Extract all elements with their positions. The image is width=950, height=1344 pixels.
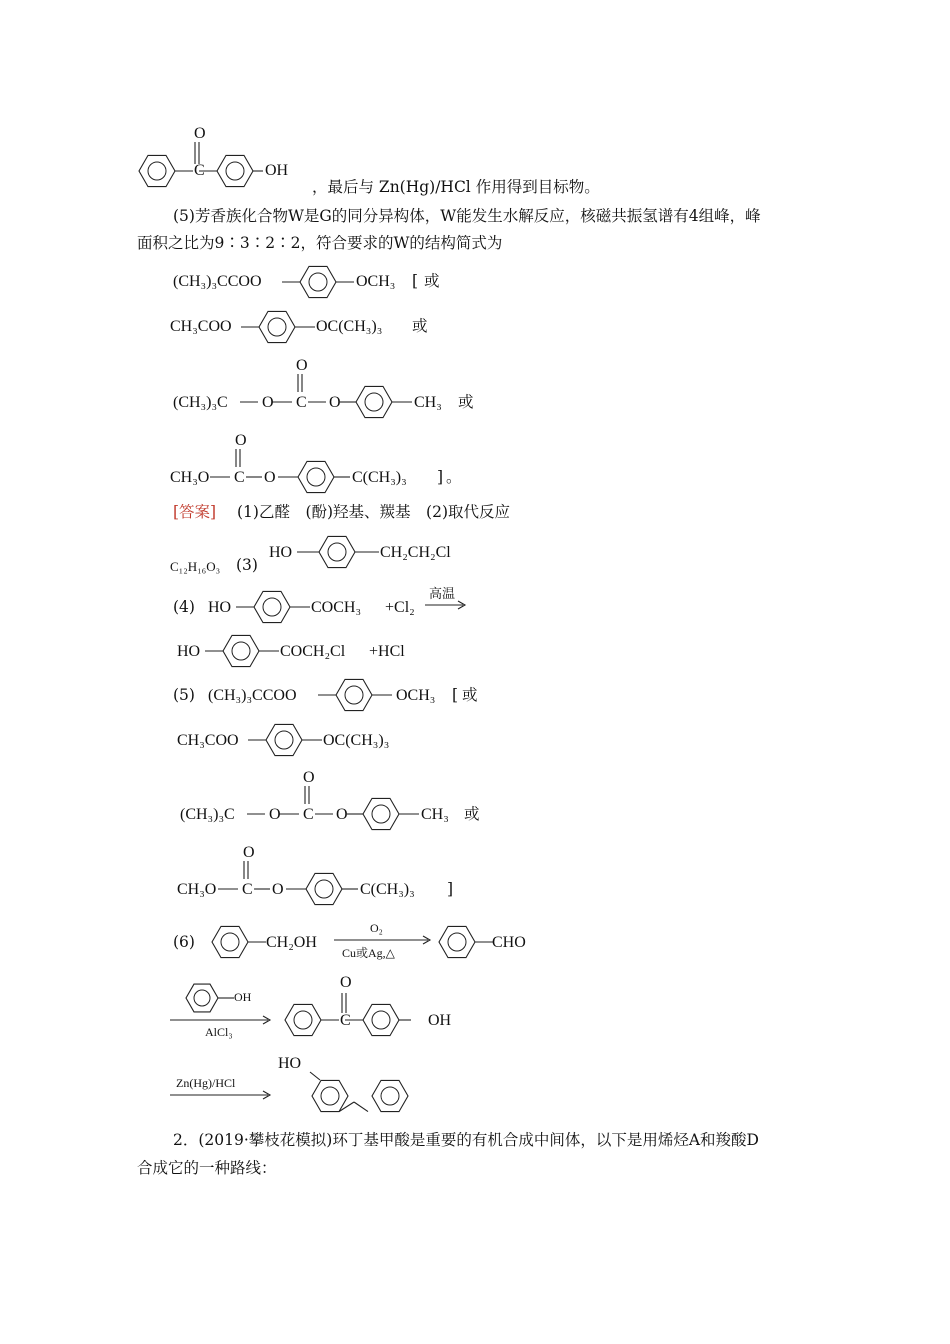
or-label: 或 bbox=[458, 393, 474, 411]
label-6: (6) bbox=[173, 933, 195, 951]
or-label: 或 bbox=[464, 805, 480, 823]
a6-catalyst: Cu或Ag,△ bbox=[342, 946, 395, 960]
a6-arrow-1 bbox=[334, 935, 434, 945]
a6-arrow-3 bbox=[170, 1090, 274, 1100]
bracket-open: [ bbox=[452, 686, 459, 704]
a4p-plus-hcl: +HCl bbox=[369, 643, 405, 660]
a6-bp-c: C bbox=[340, 1012, 351, 1029]
line-a-text: ，最后与 Zn(Hg)/HCl 作用得到目标物。 bbox=[312, 178, 600, 196]
a5-4-o: O bbox=[272, 881, 284, 898]
answer-tag: [答案] bbox=[173, 503, 217, 521]
a6-alcl3: AlCl₃ bbox=[205, 1025, 233, 1039]
a5-3-c: C bbox=[303, 806, 314, 823]
a5-2-right: OC(CH₃)₃ bbox=[323, 732, 390, 749]
q5-line-2: 面积之比为9∶3∶2∶2，符合要求的W的结构简式为 bbox=[137, 234, 503, 252]
arrow-condition-gaowen: 高温 bbox=[429, 587, 456, 602]
a5-3-o1: O bbox=[269, 806, 281, 823]
w4-methoxy: CH₃O bbox=[170, 469, 210, 486]
q2-line-1: 2．(2019·攀枝花模拟)环丁基甲酸是重要的有机合成中间体，以下是用烯烃A和羧酸D bbox=[173, 1131, 759, 1149]
q5-line-1: (5)芳香族化合物W是G的同分异构体，W能发生水解反应，核磁共振氢谱有4组峰，峰 bbox=[173, 207, 761, 225]
a4-ring bbox=[236, 587, 320, 627]
a4-hydroxyl: HO bbox=[208, 599, 232, 616]
a5-2-ring bbox=[248, 720, 332, 760]
w1-left-group: (CH₃)₃CCOO bbox=[173, 273, 262, 290]
a4p-chloroacetyl: COCH₂Cl bbox=[280, 643, 346, 660]
a6-product-structure bbox=[310, 1072, 420, 1122]
a3-ring bbox=[297, 532, 387, 572]
a4p-hydroxyl: HO bbox=[177, 643, 201, 660]
a6-bp-oh: OH bbox=[428, 1012, 452, 1029]
formula-c12h16o3: C₁₂H₁₆O₃ bbox=[170, 559, 221, 574]
w3-carbonyl-o: O bbox=[296, 357, 308, 374]
a3-chain: CH₂CH₂Cl bbox=[380, 544, 451, 561]
benzoyl-phenol-structure bbox=[137, 126, 317, 196]
a6-cho: CHO bbox=[492, 934, 526, 951]
w2-right-group: OC(CH₃)₃ bbox=[316, 318, 383, 335]
label-3: (3) bbox=[236, 556, 258, 574]
a4-arrow bbox=[425, 600, 469, 610]
a4-plus-cl2: +Cl₂ bbox=[385, 599, 415, 616]
w2-ring bbox=[241, 307, 321, 347]
a6-ch2oh: CH₂OH bbox=[266, 934, 317, 951]
or-label: 或 bbox=[412, 317, 428, 335]
period: 。 bbox=[446, 468, 462, 486]
a5-1-ring bbox=[318, 675, 402, 715]
a5-4-chain bbox=[206, 861, 366, 907]
bracket-close: ] bbox=[437, 468, 444, 486]
bracket-close: ] bbox=[447, 880, 454, 898]
a5-2-left: CH₃COO bbox=[177, 732, 239, 749]
a5-3-methyl: CH₃ bbox=[421, 806, 449, 823]
a6-product-ho: HO bbox=[278, 1055, 302, 1072]
carbonyl-carbon: C bbox=[194, 162, 205, 179]
carbonyl-oxygen: O bbox=[194, 125, 206, 142]
a6-o2: O₂ bbox=[370, 921, 383, 935]
or-label: 或 bbox=[424, 272, 440, 290]
a5-3-carbonyl-o: O bbox=[303, 769, 315, 786]
a5-4-carbonyl-o: O bbox=[243, 844, 255, 861]
a6-benzyl-ring bbox=[210, 922, 270, 962]
a5-4-c: C bbox=[242, 881, 253, 898]
w3-ether-o1: O bbox=[262, 394, 274, 411]
a6-benzophenone bbox=[283, 985, 433, 1041]
q2-line-2: 合成它的一种路线： bbox=[137, 1159, 277, 1177]
w3-tbutyl: (CH₃)₃C bbox=[173, 394, 228, 411]
a5-1-left: (CH₃)₃CCOO bbox=[208, 687, 297, 704]
hydroxyl-label: OH bbox=[265, 162, 289, 179]
w4-ether-o: O bbox=[264, 469, 276, 486]
w4-carbonyl-o: O bbox=[235, 432, 247, 449]
answer-part-1: (1)乙醛 (酚)羟基、羰基 (2)取代反应 bbox=[237, 503, 511, 521]
w3-ether-o2: O bbox=[329, 394, 341, 411]
label-4: (4) bbox=[173, 598, 195, 616]
a6-zn-hg: Zn(Hg)/HCl bbox=[176, 1076, 236, 1090]
a4-acetyl: COCH₃ bbox=[311, 599, 362, 616]
w4-chain bbox=[198, 449, 358, 495]
a6-arrow-2 bbox=[170, 1015, 274, 1025]
a5-4-tbutyl: C(CH₃)₃ bbox=[360, 881, 415, 898]
a5-3-o2: O bbox=[336, 806, 348, 823]
a6-bp-o: O bbox=[340, 974, 352, 991]
w3-carbonyl-c: C bbox=[296, 394, 307, 411]
or-label: 或 bbox=[462, 686, 478, 704]
benzene-ring bbox=[217, 155, 253, 186]
a5-3-tbutyl: (CH₃)₃C bbox=[180, 806, 235, 823]
w4-carbonyl-c: C bbox=[234, 469, 245, 486]
w1-right-group: OCH₃ bbox=[356, 273, 396, 290]
benzene-ring bbox=[139, 155, 175, 186]
a6-aldehyde-ring bbox=[437, 922, 497, 962]
bracket-open: [ bbox=[412, 272, 419, 290]
a6-reagent-oh: OH bbox=[234, 990, 252, 1004]
a4p-ring bbox=[205, 631, 289, 671]
w1-ring bbox=[282, 262, 362, 302]
w4-tbutyl: C(CH₃)₃ bbox=[352, 469, 407, 486]
w2-left-group: CH₃COO bbox=[170, 318, 232, 335]
a5-4-methoxy: CH₃O bbox=[177, 881, 217, 898]
a5-1-right: OCH₃ bbox=[396, 687, 436, 704]
w3-methyl: CH₃ bbox=[414, 394, 442, 411]
a3-hydroxyl: HO bbox=[269, 544, 293, 561]
label-5: (5) bbox=[173, 686, 195, 704]
